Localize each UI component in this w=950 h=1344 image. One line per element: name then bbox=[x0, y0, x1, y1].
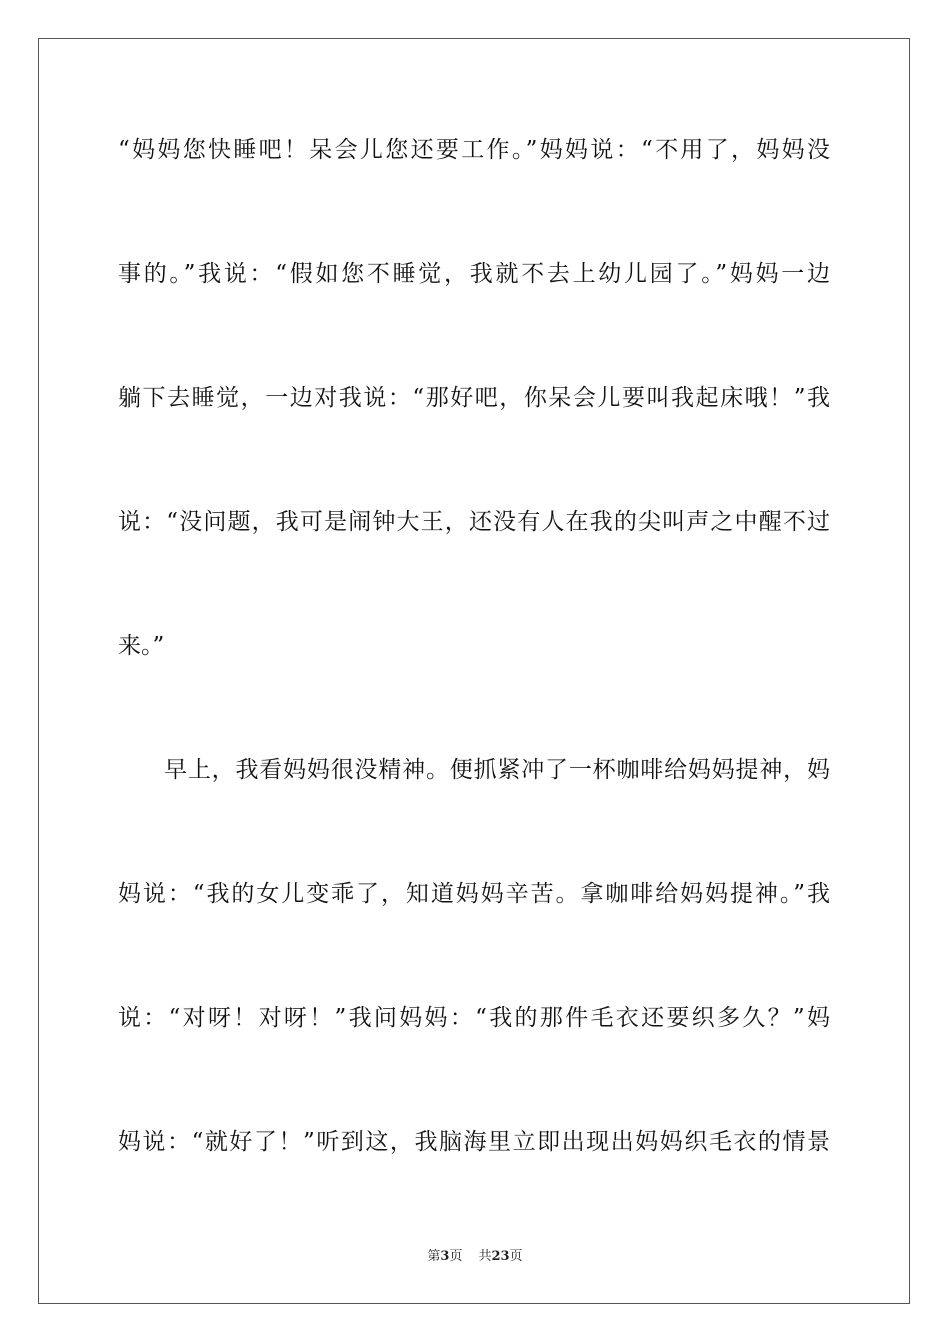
text-line-5: 来。” bbox=[118, 633, 165, 659]
page-footer bbox=[0, 1248, 950, 1266]
text-line-7: 妈说：“我的女儿变乖了，知道妈妈辛苦。拿咖啡给妈妈提神。”我 bbox=[118, 881, 830, 907]
page-prefix: 第 bbox=[427, 1249, 441, 1264]
text-line-2: 事的。”我说：“假如您不睡觉，我就不去上幼儿园了。”妈妈一边 bbox=[118, 261, 830, 287]
total-pages: 23 bbox=[491, 1249, 510, 1264]
page-suffix: 页 bbox=[449, 1249, 463, 1264]
total-prefix: 共 bbox=[478, 1249, 492, 1264]
page-frame bbox=[38, 38, 910, 1304]
text-line-1: “妈妈您快睡吧！呆会儿您还要工作。”妈妈说：“不用了，妈妈没 bbox=[118, 137, 830, 163]
total-suffix: 页 bbox=[509, 1249, 523, 1264]
text-line-4: 说：“没问题，我可是闹钟大王，还没有人在我的尖叫声之中醒不过 bbox=[118, 509, 830, 535]
text-line-9: 妈说：“就好了！”听到这，我脑海里立即出现出妈妈织毛衣的情景 bbox=[118, 1129, 830, 1155]
text-line-8: 说：“对呀！对呀！”我问妈妈：“我的那件毛衣还要织多久？”妈 bbox=[118, 1005, 830, 1031]
text-line-6: 早上，我看妈妈很没精神。便抓紧冲了一杯咖啡给妈妈提神，妈 bbox=[164, 757, 830, 783]
page-number: 3 bbox=[440, 1249, 450, 1264]
text-line-3: 躺下去睡觉，一边对我说：“那好吧，你呆会儿要叫我起床哦！”我 bbox=[118, 385, 830, 411]
